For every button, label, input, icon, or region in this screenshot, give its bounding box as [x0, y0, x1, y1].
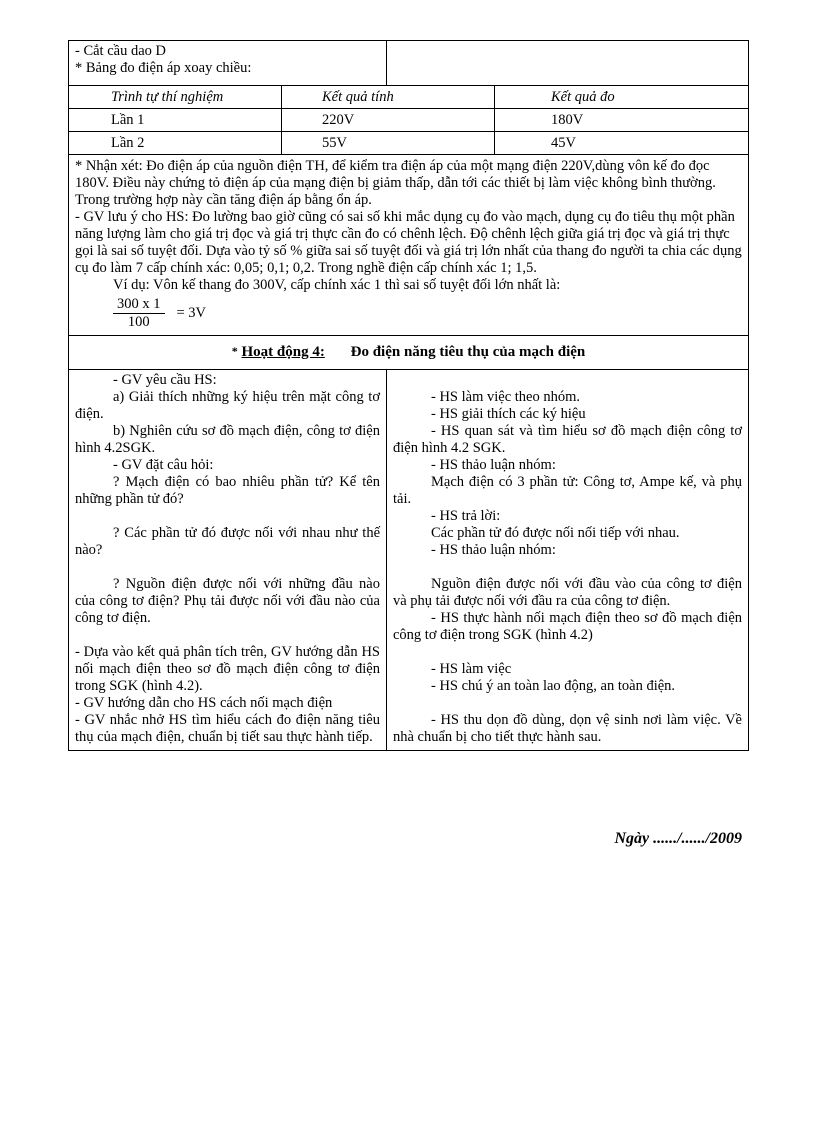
student-column: [387, 370, 748, 750]
header-calculated: Kết quả tính: [282, 86, 495, 108]
date-line: Ngày ....../....../2009: [614, 830, 742, 847]
header-measured: Kết quả đo: [551, 89, 615, 105]
activity-row: [69, 336, 748, 370]
fraction: [113, 296, 165, 331]
list-item: Mạch điện có 3 phần tử: Công tơ, Ampe kế, và phụ tải.: [393, 474, 742, 507]
list-item: - HS làm việc: [431, 661, 512, 677]
list-item: - GV yêu cầu HS:: [113, 372, 217, 388]
fraction-numerator: 300 x 1: [113, 296, 165, 314]
calculated-value: 220V: [282, 109, 495, 131]
notes-row: [69, 155, 748, 336]
list-item: - HS thu dọn đồ dùng, dọn vệ sinh nơi làm việc. Về nhà chuẩn bị cho tiết thực hành sau.: [393, 712, 742, 745]
list-item: - HS thực hành nối mạch điện theo sơ đồ mạch điện công tơ điện trong SGK (hình 4.2): [393, 610, 742, 643]
list-item: - HS trả lời:: [431, 508, 501, 524]
top-row: [69, 41, 748, 86]
measured-value: 45V: [551, 135, 576, 151]
table-row: [69, 132, 748, 155]
trial-label: Lần 2: [69, 132, 282, 154]
activity-content-row: [69, 370, 748, 750]
list-item: - HS thảo luận nhóm:: [431, 542, 556, 558]
example-paragraph: Ví dụ: Vôn kế thang đo 300V, cấp chính xác 1 thì sai số tuyệt đối lớn nhất là:: [113, 277, 561, 293]
list-item: - HS thảo luận nhóm:: [431, 457, 556, 473]
list-item: ? Các phần tử đó được nối với nhau như thế nào?: [75, 525, 380, 558]
list-item: - GV nhắc nhở HS tìm hiểu cách đo điện năng tiêu thụ của mạch điện, chuẩn bị tiết sau thực hành tiếp.: [75, 712, 380, 745]
header-procedure: Trình tự thí nghiệm: [69, 86, 282, 108]
list-item: - HS chú ý an toàn lao động, an toàn điện.: [431, 678, 676, 694]
calculated-value: 55V: [282, 132, 495, 154]
teacher-note-paragraph: - GV lưu ý cho HS: Đo lường bao giờ cũng có sai số khi mắc dụng cụ đo vào mạch, dụng cụ đo tiêu thụ một phần năng lượng làm cho giá trị đọc và giá trị thực cần đo có chênh lệch. Độ chênh lệch giữa giá trị đọc và giá trị thực gọi là sai số tuyệt đối. Dựa vào tỷ số % giữa sai số tuyệt đối và giá trị lớn nhất của thang đo người ta chia các dụng cụ đo làm 7 cấp chính xác: 0,05; 0,1; 0,2. Trong nghề điện cấp chính xác 1; 1,5.: [75, 209, 742, 276]
list-item: - HS giải thích các ký hiệu: [431, 406, 586, 422]
activity-star: *: [231, 344, 238, 358]
list-item: - GV đặt câu hỏi:: [113, 457, 214, 473]
top-right-cell: [387, 41, 748, 85]
list-item: ? Mạch điện có bao nhiêu phần tử? Kể tên những phần tử đó?: [75, 474, 380, 507]
list-item: a) Giải thích những ký hiệu trên mặt công tơ điện.: [75, 389, 380, 422]
list-item: Nguồn điện được nối với đầu vào của công tơ điện và phụ tải được nối với đầu ra của công tơ điện.: [393, 576, 742, 609]
activity-heading: [69, 336, 748, 369]
cut-switch-text: - Cắt cầu dao D: [75, 43, 166, 59]
lesson-table: [68, 40, 749, 751]
formula-result: = 3V: [176, 305, 207, 321]
list-item: - HS quan sát và tìm hiểu sơ đồ mạch điện công tơ điện hình 4.2 SGK.: [393, 423, 742, 456]
remark-paragraph: * Nhận xét: Đo điện áp của nguồn điện TH, để kiểm tra điện áp của một mạng điện 220V,dùng vôn kế đo đọc 180V. Điều này chứng tỏ điện áp của mạng điện bị giảm thấp, dẫn tới các thiết bị làm việc không bình thường. Trong trường hợp này cần tăng điện áp bằng ổn áp.: [75, 158, 716, 208]
trial-label: Lần 1: [69, 109, 282, 131]
list-item: ? Nguồn điện được nối với những đầu nào của công tơ điện? Phụ tải được nối với đầu nào của công tơ điện.: [75, 576, 380, 626]
lesson-page: [68, 40, 749, 751]
list-item: - GV hướng dẫn cho HS cách nối mạch điện: [75, 695, 333, 711]
voltage-table-caption: * Bảng đo điện áp xoay chiều:: [75, 60, 252, 76]
list-item: b) Nghiên cứu sơ đồ mạch điện, công tơ điện hình 4.2SGK.: [75, 423, 380, 456]
table-row: [69, 109, 748, 132]
list-item: - Dựa vào kết quả phân tích trên, GV hướng dẫn HS nối mạch điện theo sơ đồ mạch điện công tơ điện trong SGK (hình 4.2).: [75, 644, 380, 694]
top-left-cell: [69, 41, 387, 85]
fraction-denominator: 100: [127, 314, 150, 330]
formula: [113, 296, 742, 331]
notes-cell: [69, 155, 748, 335]
activity-label: Hoạt động 4:: [241, 344, 325, 360]
activity-title: Đo điện năng tiêu thụ của mạch điện: [350, 344, 586, 360]
table-header-row: [69, 86, 748, 109]
teacher-column: [69, 370, 387, 750]
list-item: - HS làm việc theo nhóm.: [431, 389, 581, 405]
measured-value: 180V: [551, 112, 584, 128]
list-item: Các phần tử đó được nối nối tiếp với nhau.: [431, 525, 680, 541]
